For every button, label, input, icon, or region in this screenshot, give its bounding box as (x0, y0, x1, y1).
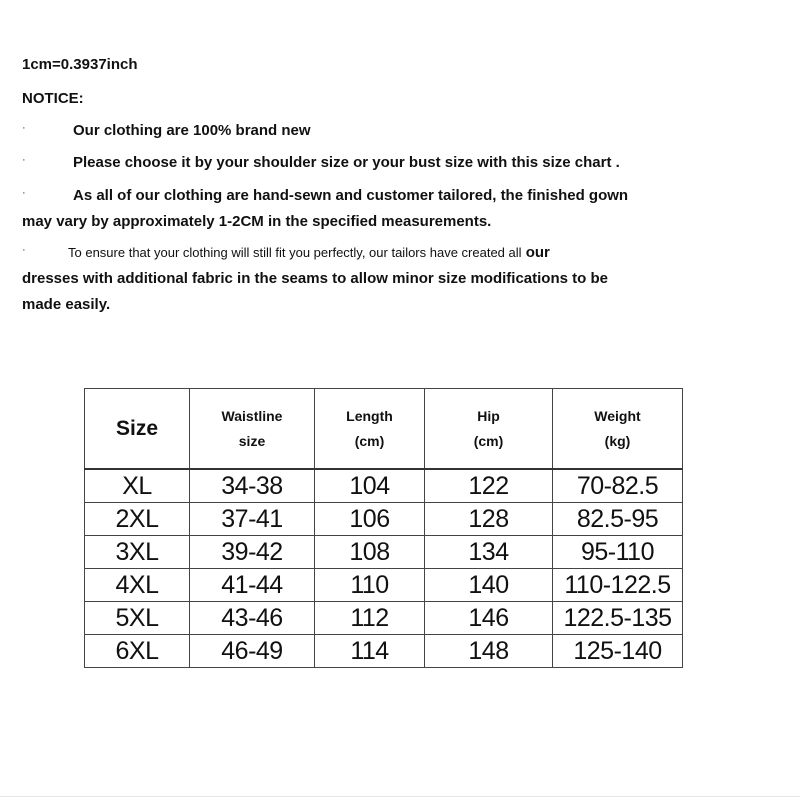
cell-size: 3XL (85, 536, 190, 569)
table-header-row (85, 389, 683, 470)
notice-item-text-cont: may vary by approximately 1-2CM in the specified measurements. (22, 213, 492, 230)
cell-hip: 140 (425, 569, 553, 602)
cell-hip: 128 (425, 503, 553, 536)
header-weight (553, 389, 683, 470)
notice-heading: NOTICE: (22, 90, 84, 107)
cell-size: 5XL (85, 602, 190, 635)
table-row (85, 635, 683, 668)
cell-length: 104 (315, 469, 425, 503)
cell-length: 112 (315, 602, 425, 635)
unit-conversion: 1cm=0.3937inch (22, 56, 138, 73)
notice-item-text-cont: made easily. (22, 296, 111, 313)
notice-item-text: Please choose it by your shoulder size or your bust size with this size chart . (73, 154, 620, 171)
bottom-divider (0, 796, 800, 797)
cell-length: 110 (315, 569, 425, 602)
cell-weight: 122.5-135 (553, 602, 683, 635)
notice-item-1 (22, 122, 762, 142)
cell-weight: 82.5-95 (553, 503, 683, 536)
notice-item-intro: To ensure that your clothing will still fit you perfectly, our tailors have created all (68, 245, 522, 260)
cell-waist: 43-46 (190, 602, 315, 635)
bullet: · (22, 122, 26, 134)
cell-length: 108 (315, 536, 425, 569)
cell-weight: 70-82.5 (553, 469, 683, 503)
header-label: Weight (594, 407, 641, 424)
table-row (85, 602, 683, 635)
header-hip (425, 389, 553, 470)
bullet: · (22, 244, 26, 256)
notice-item-text: As all of our clothing are hand-sewn and customer tailored, the finished gown (73, 187, 629, 204)
notice-item-word: our (525, 244, 550, 261)
cell-hip: 122 (425, 469, 553, 503)
cell-size: 2XL (85, 503, 190, 536)
notice-item-text-cont: dresses with additional fabric in the seams to allow minor size modifications to be (22, 270, 608, 287)
notice-item-text: Our clothing are 100% brand new (73, 122, 311, 139)
header-unit: (cm) (473, 432, 504, 449)
table-row (85, 503, 683, 536)
header-size: Size (85, 389, 190, 470)
table-row (85, 536, 683, 569)
cell-size: 4XL (85, 569, 190, 602)
cell-size: 6XL (85, 635, 190, 668)
cell-hip: 134 (425, 536, 553, 569)
cell-length: 106 (315, 503, 425, 536)
cell-waist: 39-42 (190, 536, 315, 569)
notice-item-2 (22, 154, 762, 174)
header-waistline (190, 389, 315, 470)
header-label: Waistline (221, 407, 283, 424)
cell-waist: 41-44 (190, 569, 315, 602)
cell-weight: 95-110 (553, 536, 683, 569)
cell-hip: 146 (425, 602, 553, 635)
bullet: · (22, 187, 26, 199)
header-label: Length (346, 407, 393, 424)
cell-waist: 37-41 (190, 503, 315, 536)
cell-waist: 34-38 (190, 469, 315, 503)
header-unit: (kg) (604, 432, 631, 449)
cell-size: XL (85, 469, 190, 503)
header-unit: size (238, 432, 266, 449)
cell-waist: 46-49 (190, 635, 315, 668)
table-row (85, 469, 683, 503)
cell-weight: 125-140 (553, 635, 683, 668)
header-unit: (cm) (354, 432, 385, 449)
cell-weight: 110-122.5 (553, 569, 683, 602)
notice-item-4 (22, 244, 762, 319)
notice-item-text (68, 244, 550, 261)
cell-length: 114 (315, 635, 425, 668)
notice-item-3 (22, 187, 762, 233)
cell-hip: 148 (425, 635, 553, 668)
header-length (315, 389, 425, 470)
bullet: · (22, 154, 26, 166)
table-row (85, 569, 683, 602)
header-label: Hip (477, 407, 500, 424)
size-chart-table (84, 388, 683, 668)
